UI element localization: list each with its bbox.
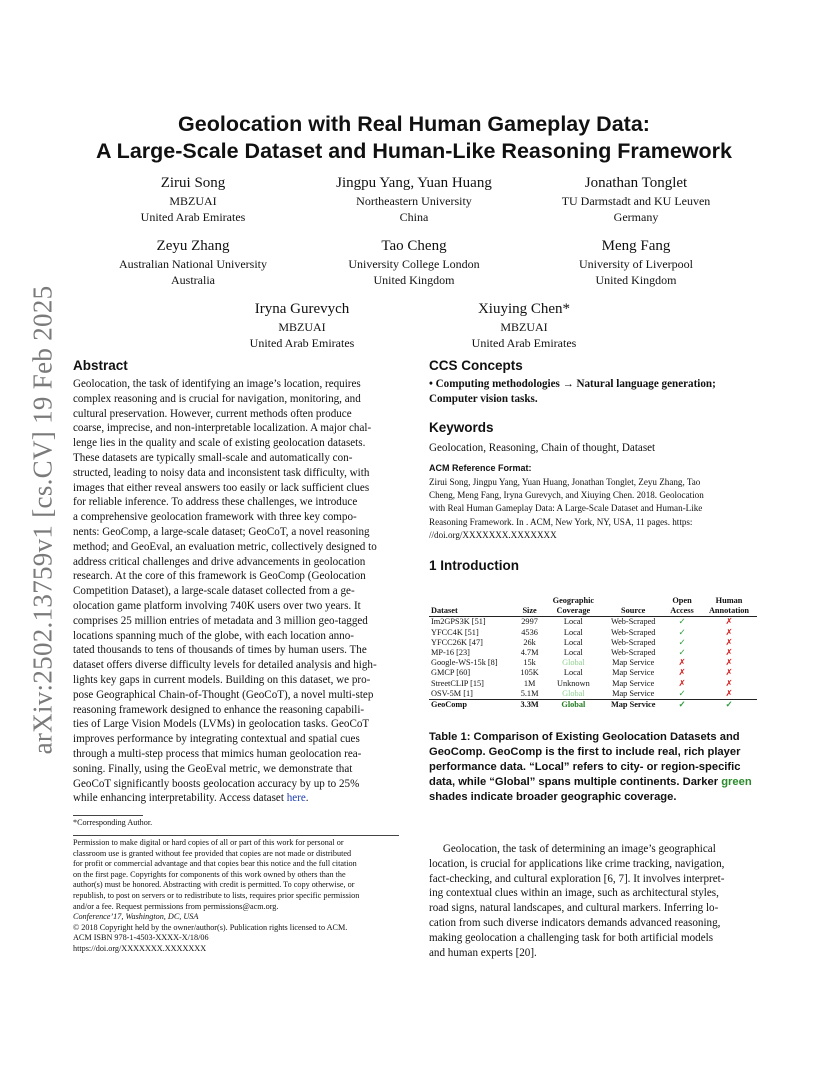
caption-line: shades indicate broader geographic coverage. xyxy=(429,791,677,803)
author-country: China xyxy=(399,210,429,224)
comparison-table xyxy=(429,596,757,710)
table-row xyxy=(429,668,757,678)
author-country: Australia xyxy=(171,273,215,287)
coverage-cell: Local xyxy=(563,668,583,678)
permission-rule xyxy=(73,835,399,836)
author-affiliation: University College London xyxy=(348,257,480,271)
table-row xyxy=(429,679,757,689)
author-country: United Arab Emirates xyxy=(140,210,246,224)
abstract-line: research. At the core of this framework is GeoComp (Geolocation xyxy=(73,570,366,583)
author-name: Jingpu Yang, Yuan Huang xyxy=(336,175,492,191)
header-dataset: Dataset xyxy=(431,606,458,616)
acm-ref-heading: ACM Reference Format: xyxy=(429,463,532,473)
open-access-cell: ✗ xyxy=(678,658,686,668)
abstract-line: images that either reveal answers too easily or lack sufficient clues xyxy=(73,481,370,494)
permission-line: on the first page. Copyrights for components of this work owned by others than the xyxy=(73,869,346,879)
size-cell: 105K xyxy=(520,668,539,678)
header-source: Source xyxy=(621,606,646,616)
ccs-concepts xyxy=(429,377,759,407)
open-access-cell: ✗ xyxy=(678,668,686,678)
author-name: Zirui Song xyxy=(160,175,226,191)
table-row xyxy=(429,658,757,668)
source-cell: Web-Scraped xyxy=(610,627,656,637)
open-access-cell: ✓ xyxy=(678,617,686,627)
author-affiliation: MBZUAI xyxy=(278,320,326,334)
author-name: Jonathan Tonglet xyxy=(584,175,688,191)
table-row xyxy=(429,628,757,638)
coverage-cell: Local xyxy=(563,627,583,637)
author-block xyxy=(294,237,534,288)
dataset-cell: GeoComp xyxy=(431,700,467,710)
open-access-cell: ✓ xyxy=(678,688,686,698)
abstract-text xyxy=(73,377,399,806)
permission-line: republish, to post on servers or to redistribute to lists, requires prior specific permission xyxy=(73,890,360,900)
header-human-annotation: Human Annotation xyxy=(708,596,750,616)
abstract-line: tated thousands to tens of thousands of times by human users. The xyxy=(73,644,367,657)
open-access-cell: ✓ xyxy=(678,637,686,647)
permission-notice xyxy=(73,838,403,955)
conference-line: Conference’17, Washington, DC, USA xyxy=(73,912,199,922)
coverage-cell: Global xyxy=(561,700,586,710)
size-cell: 1M xyxy=(523,678,536,688)
abstract-line: while enhancing interpretability. Access dataset xyxy=(73,792,287,805)
open-access-cell: ✗ xyxy=(678,678,686,688)
intro-line: and human experts [20]. xyxy=(429,946,537,959)
caption-line-with-color xyxy=(429,775,757,790)
author-block xyxy=(294,174,534,225)
abstract-line: structed, leading to noisy data and inconsistent task difficulty, with xyxy=(73,466,370,479)
size-cell: 2997 xyxy=(521,617,538,627)
author-name: Iryna Gurevych xyxy=(254,301,350,317)
abstract-line: nents: GeoComp, a large-scale dataset; GeoCoT, a novel reasoning xyxy=(73,525,370,538)
header-open-access: Open Access xyxy=(670,596,694,616)
coverage-cell: Local xyxy=(563,648,583,658)
intro-line: ing contextual clues within an image, such as architectural styles, xyxy=(429,887,719,900)
author-affiliation: MBZUAI xyxy=(500,320,548,334)
author-affiliation: University of Liverpool xyxy=(579,257,693,271)
abstract-line: Geolocation, the task of identifying an image’s location, requires xyxy=(73,378,361,390)
table-caption xyxy=(429,730,757,805)
abstract-line: cultural preservation. However, current methods often produce xyxy=(73,407,352,420)
abstract-line: complex reasoning and is crucial for navigation, monitoring, and xyxy=(73,392,361,405)
size-cell: 4536 xyxy=(521,627,538,637)
abstract-last-line: while enhancing interpretability. Access dataset here. xyxy=(73,792,309,805)
table-row xyxy=(429,638,757,648)
abstract-line: a comprehensive geolocation framework with three key compo- xyxy=(73,511,357,524)
author-block xyxy=(404,300,644,351)
author-country: United Arab Emirates xyxy=(249,336,355,350)
coverage-cell: Global xyxy=(562,688,585,698)
keywords-heading: Keywords xyxy=(429,420,494,435)
dataset-cell: OSV-5M [1] xyxy=(431,688,473,698)
abstract-line: dataset offers diverse difficulty levels for detailed analysis and high- xyxy=(73,659,377,672)
abstract-line: method; and GeoEval, an evaluation metric, collectively designed to xyxy=(73,540,377,553)
abstract-line: lenge lies in the quality and scale of existing geolocation datasets. xyxy=(73,437,366,450)
annotation-cell: ✗ xyxy=(725,627,733,637)
source-cell: Map Service xyxy=(612,658,655,668)
author-name: Tao Cheng xyxy=(381,238,447,254)
caption-line: Table 1: Comparison of Existing Geolocation Datasets and xyxy=(429,731,740,743)
author-name: Zeyu Zhang xyxy=(156,238,230,254)
acm-ref-line: with Real Human Gameplay Data: A Large-Scale Dataset and Human-Like xyxy=(429,503,703,514)
abstract-line: address critical challenges and drive advancements in geolocation xyxy=(73,555,366,568)
caption-line: GeoComp. GeoComp is the first to include real, rich player xyxy=(429,746,741,758)
source-cell: Map Service xyxy=(612,668,655,678)
intro-line: cation from such diverse indicators demands advanced reasoning, xyxy=(429,916,721,929)
keywords-text: Geolocation, Reasoning, Chain of thought, Dataset xyxy=(429,442,656,454)
author-affiliation: Northeastern University xyxy=(356,194,472,208)
dataset-cell: MP-16 [23] xyxy=(431,648,470,658)
abstract-line: ties of Large Vision Models (LVMs) in geolocation tasks. GeoCoT xyxy=(73,718,370,731)
table-row xyxy=(429,617,757,628)
annotation-cell: ✗ xyxy=(725,617,733,627)
table-row xyxy=(429,648,757,658)
caption-green-word: green xyxy=(721,776,752,788)
abstract-line: for reliable inference. To address these challenges, we introduce xyxy=(73,496,358,509)
arxiv-stamp: arXiv:2502.13759v1 [cs.CV] 19 Feb 2025 xyxy=(27,285,58,755)
copyright-line: © 2018 Copyright held by the owner/author(s). Publication rights licensed to ACM. xyxy=(73,922,348,932)
footnote-rule xyxy=(73,815,143,816)
annotation-cell: ✓ xyxy=(725,700,733,710)
header-size: Size xyxy=(522,606,537,616)
intro-line: location, is crucial for applications like crime tracking, navigation, xyxy=(429,857,725,870)
acm-reference xyxy=(429,476,759,542)
caption-line: performance data. “Local” refers to city- or region-specific xyxy=(429,761,741,773)
author-block xyxy=(516,174,756,225)
caption-line: data, while “Global” spans multiple continents. Darker xyxy=(429,776,722,788)
doi-line: https://doi.org/XXXXXXX.XXXXXXX xyxy=(73,943,207,953)
open-access-cell: ✓ xyxy=(678,700,686,710)
permission-line: and/or a fee. Request permissions from permissions@acm.org. xyxy=(73,901,279,911)
dataset-cell: Im2GPS3K [51] xyxy=(431,617,486,627)
abstract-line: comprises 25 million entries of metadata and 3 million geo-tagged xyxy=(73,614,368,627)
abstract-line: GeoCoT significantly boosts geolocation accuracy by up to 25% xyxy=(73,777,360,790)
author-name: Xiuying Chen* xyxy=(477,301,571,317)
intro-line: fact-checking, and cultural exploration [6, 7]. It involves interpret- xyxy=(429,872,725,885)
intro-line: Geolocation, the task of determining an image’s geographical xyxy=(429,843,716,855)
paper-title-line2: A Large-Scale Dataset and Human-Like Reasoning Framework xyxy=(95,139,733,163)
size-cell: 5.1M xyxy=(520,688,539,698)
paper-title-line1: Geolocation with Real Human Gameplay Data: xyxy=(178,112,650,136)
coverage-cell: Global xyxy=(562,658,585,668)
annotation-cell: ✗ xyxy=(725,688,733,698)
annotation-cell: ✗ xyxy=(725,678,733,688)
open-access-cell: ✓ xyxy=(678,627,686,637)
author-country: United Kingdom xyxy=(595,273,677,287)
author-country: United Kingdom xyxy=(373,273,455,287)
coverage-cell: Local xyxy=(563,637,583,647)
source-cell: Map Service xyxy=(612,678,655,688)
isbn-line: ACM ISBN 978-1-4503-XXXX-X/18/06 xyxy=(73,933,209,943)
abstract-line: improves performance by integrating contextual and spatial cues xyxy=(73,733,360,746)
size-cell: 26k xyxy=(523,637,536,647)
coverage-cell: Unknown xyxy=(557,678,590,688)
ccs-line: • Computing methodologies → Natural language generation; xyxy=(429,378,716,390)
table-row xyxy=(429,700,757,711)
author-block xyxy=(73,237,313,288)
size-cell: 4.7M xyxy=(520,648,539,658)
abstract-heading: Abstract xyxy=(73,358,128,373)
author-name: Meng Fang xyxy=(601,238,671,254)
table-row xyxy=(429,689,757,700)
permission-line: Permission to make digital or hard copies of all or part of this work for personal or xyxy=(73,838,344,847)
acm-ref-line: Reasoning Framework. In . ACM, New York, NY, USA, 11 pages. https: xyxy=(429,516,693,527)
author-affiliation: Australian National University xyxy=(119,257,267,271)
abstract-line: pose Geographical Chain-of-Thought (GeoCoT), a novel multi-step xyxy=(73,688,374,701)
abstract-line: These datasets are typically small-scale and automatically con- xyxy=(73,451,353,464)
permission-line: for profit or commercial advantage and that copies bear this notice and the full citation xyxy=(73,859,357,869)
author-country: Germany xyxy=(613,210,659,224)
author-block xyxy=(73,174,313,225)
introduction-heading: 1 Introduction xyxy=(429,558,519,573)
abstract-line: locations spanning much of the globe, with each location anno- xyxy=(73,629,354,642)
author-country: United Arab Emirates xyxy=(471,336,577,350)
author-block xyxy=(516,237,756,288)
annotation-cell: ✗ xyxy=(725,658,733,668)
source-cell: Web-Scraped xyxy=(610,637,656,647)
dataset-cell: YFCC4K [51] xyxy=(431,627,479,637)
annotation-cell: ✗ xyxy=(725,637,733,647)
acm-ref-line: Cheng, Meng Fang, Iryna Gurevych, and Xiuying Chen. 2018. Geolocation xyxy=(429,490,704,501)
dataset-link[interactable]: here xyxy=(286,792,306,805)
intro-line: road signs, natural landscapes, and cultural markers. Inferring lo- xyxy=(429,902,719,915)
size-cell: 3.3M xyxy=(520,700,539,710)
author-affiliation: MBZUAI xyxy=(169,194,217,208)
source-cell: Web-Scraped xyxy=(610,648,656,658)
source-cell: Map Service xyxy=(612,688,655,698)
permission-line: author(s) must be honored. Abstracting with credit is permitted. To copy otherwise, or xyxy=(73,880,355,890)
annotation-cell: ✗ xyxy=(725,668,733,678)
source-cell: Web-Scraped xyxy=(610,617,656,627)
ccs-heading: CCS Concepts xyxy=(429,358,523,373)
abstract-line: coarse, imprecise, and non-interpretable localization. A major chal- xyxy=(73,422,372,435)
abstract-line: reasoning framework designed to enhance the reasoning capabili- xyxy=(73,703,365,716)
dataset-cell: Google-WS-15k [8] xyxy=(431,658,498,668)
introduction-text xyxy=(429,842,759,960)
header-coverage: Geographic Coverage xyxy=(552,596,595,616)
ccs-line: Computer vision tasks. xyxy=(429,392,538,405)
author-block xyxy=(182,300,422,351)
abstract-line: through a multi-step process that mimics human geolocation rea- xyxy=(73,747,362,760)
table-header-row xyxy=(429,596,757,617)
dataset-cell: StreetCLIP [15] xyxy=(431,678,484,688)
permission-line: classroom use is granted without fee provided that copies are not made or distributed xyxy=(73,848,352,858)
intro-line: making geolocation a challenging task for both artificial models xyxy=(429,931,714,944)
abstract-line: Competition Dataset), a large-scale dataset collected from a ge- xyxy=(73,585,355,598)
acm-ref-line: Zirui Song, Jingpu Yang, Yuan Huang, Jonathan Tonglet, Zeyu Zhang, Tao xyxy=(429,477,701,487)
annotation-cell: ✗ xyxy=(725,648,733,658)
abstract-line: lights key gaps in current models. Building on this dataset, we pro- xyxy=(73,673,371,686)
abstract-line: soning. Finally, using the GeoEval metric, we demonstrate that xyxy=(73,762,353,775)
abstract-line: olocation game platform involving 740K users over two years. It xyxy=(73,599,361,612)
footnote: *Corresponding Author. xyxy=(73,818,153,827)
dataset-cell: GMCP [60] xyxy=(431,668,471,678)
open-access-cell: ✓ xyxy=(678,648,686,658)
acm-ref-line: //doi.org/XXXXXXX.XXXXXXX xyxy=(429,529,557,540)
coverage-cell: Local xyxy=(563,617,583,627)
size-cell: 15k xyxy=(523,658,536,668)
dataset-cell: YFCC26K [47] xyxy=(431,637,483,647)
author-affiliation: TU Darmstadt and KU Leuven xyxy=(561,194,711,208)
source-cell: Map Service xyxy=(610,700,656,710)
